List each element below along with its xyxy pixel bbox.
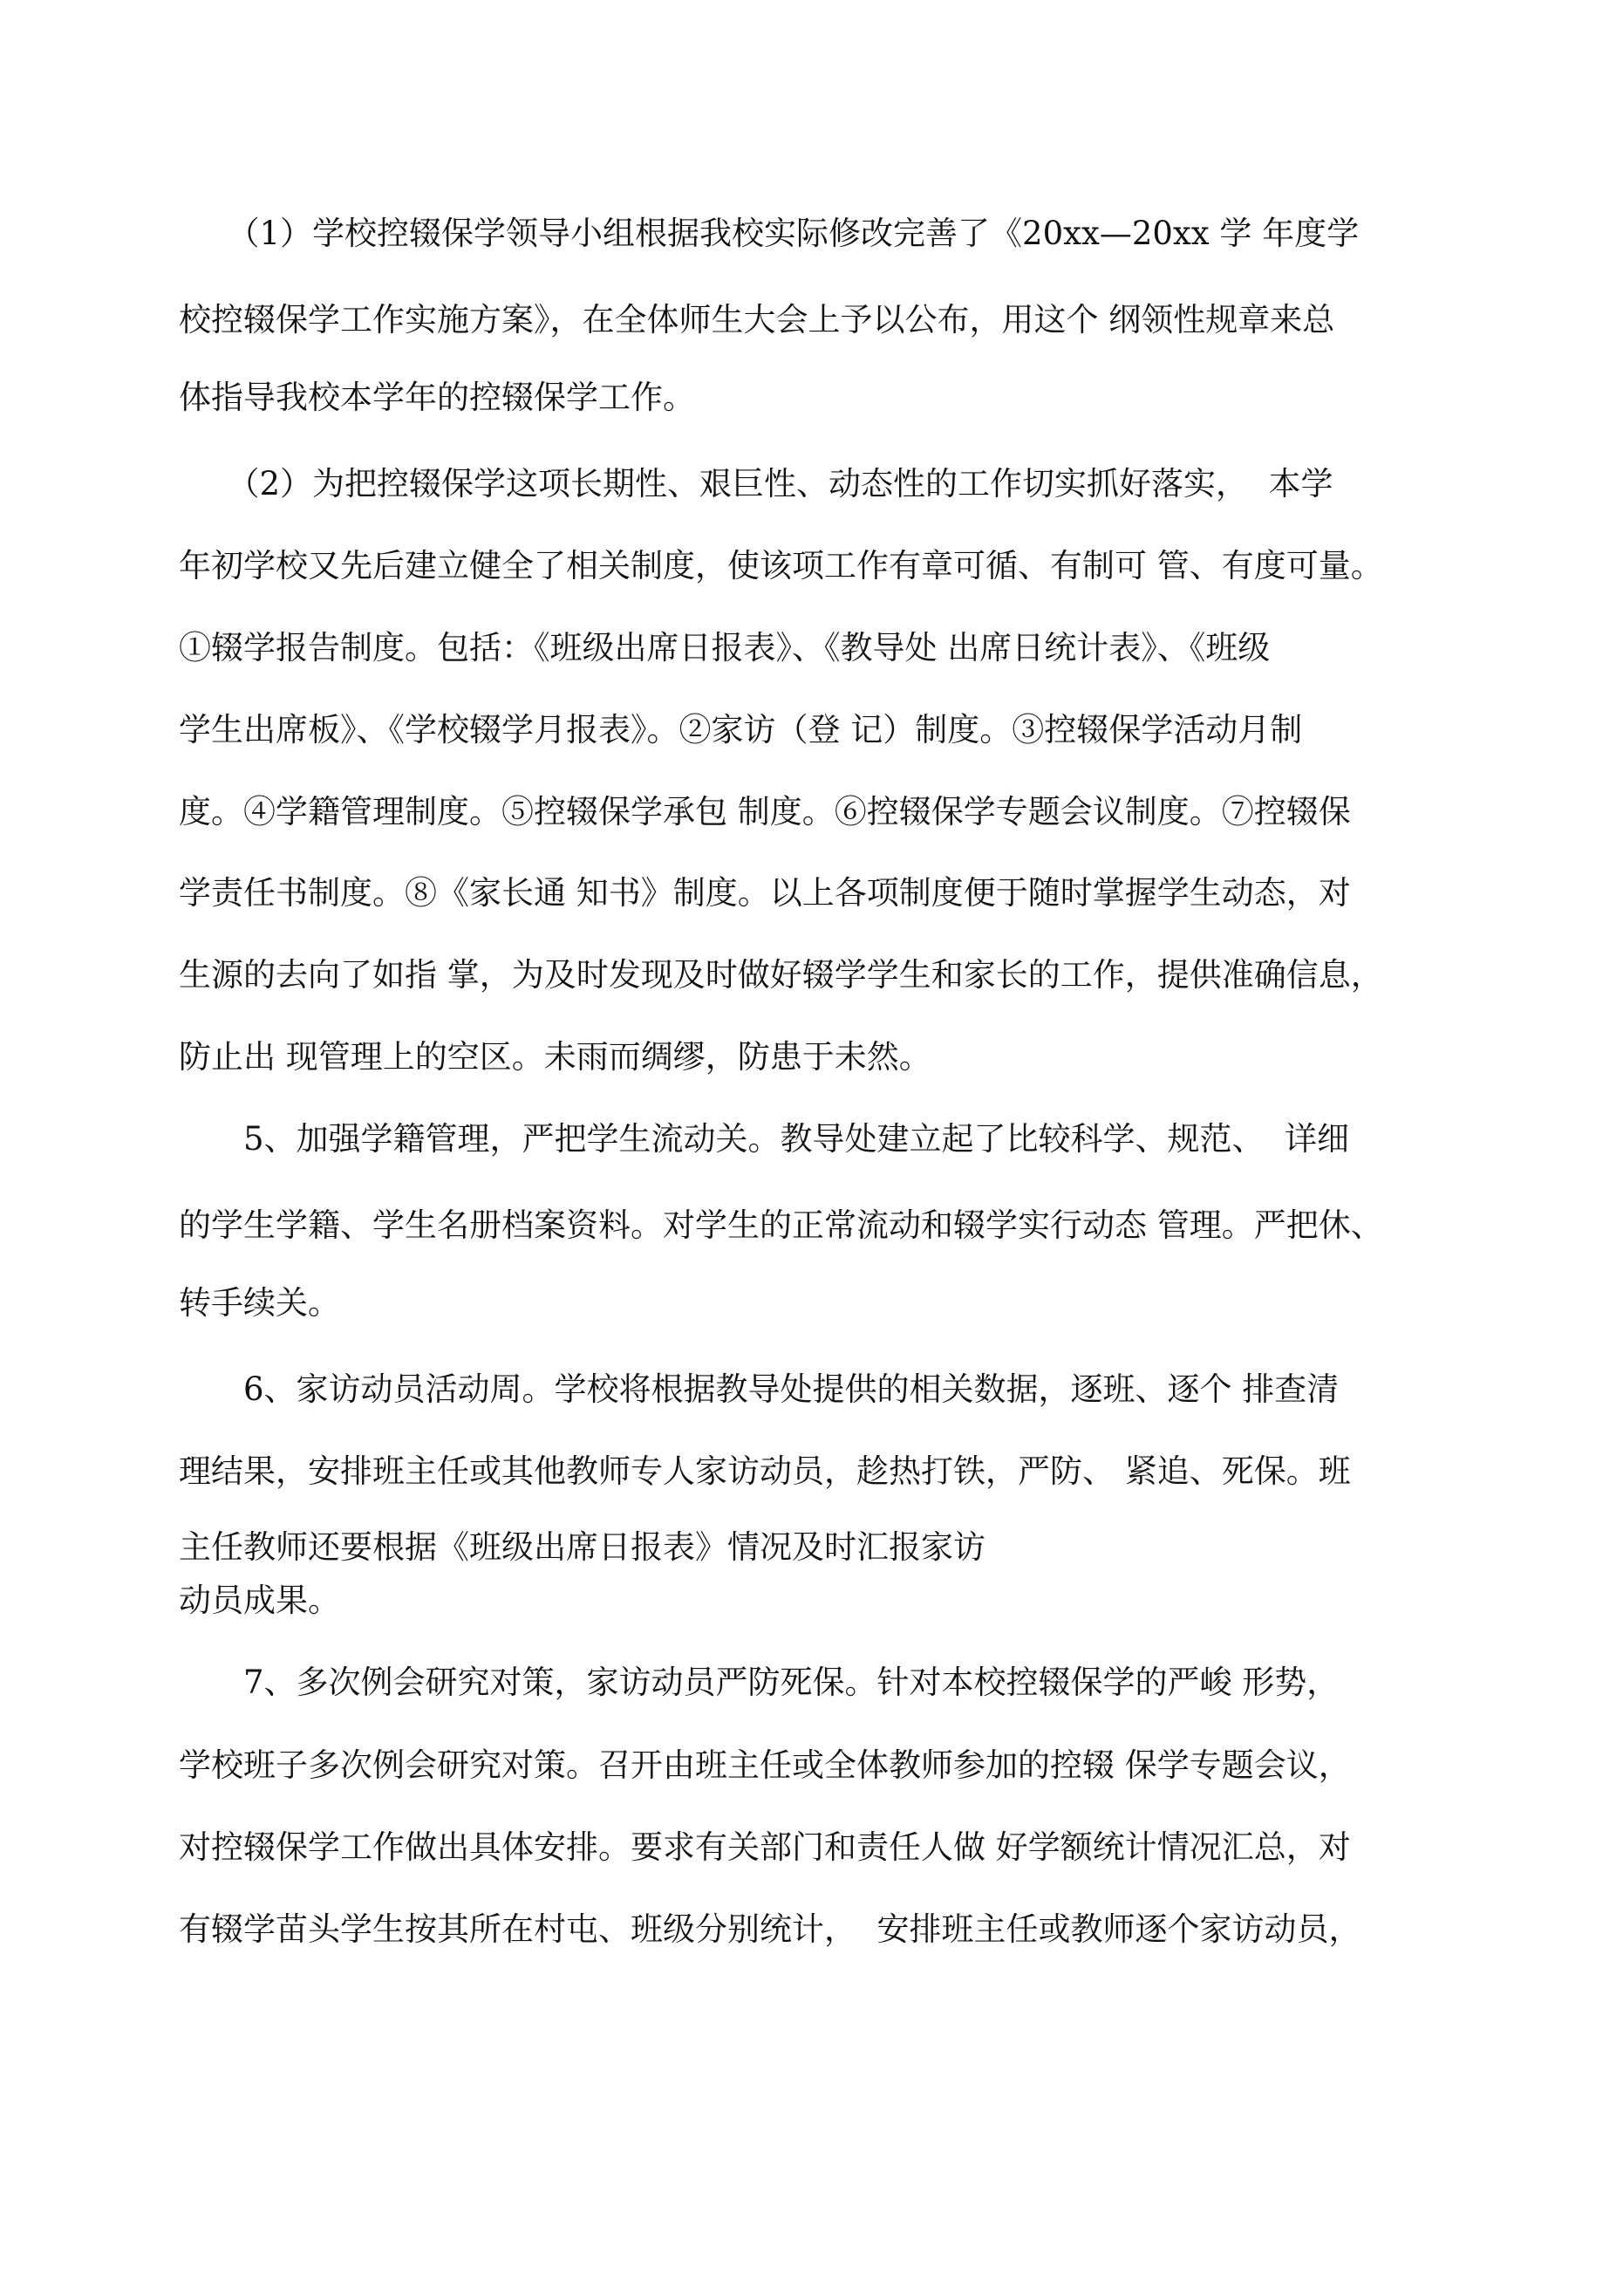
paragraph-2-line-1: （2）为把控辍保学这项长期性、艰巨性、动态性的工作切实抓好落实， 本学 (179, 465, 1333, 502)
paragraph-1-line-2: 校控辍保学工作实施方案》，在全体师生大会上予以公布，用这个 纲领性规章来总 (179, 301, 1335, 338)
paragraph-2-line-7: 生源的去向了如指 掌，为及时发现及时做好辍学学生和家长的工作，提供准确信息， (179, 956, 1383, 994)
paragraph-3-line-3: 转手续关。 (179, 1284, 340, 1322)
paragraph-4-line-4: 动员成果。 (179, 1582, 340, 1619)
paragraph-5-line-4: 有辍学苗头学生按其所在村屯、班级分别统计， 安排班主任或教师逐个家访动员， (179, 1910, 1361, 1948)
paragraph-5-line-3: 对控辍保学工作做出具体安排。要求有关部门和责任人做 好学额统计情况汇总，对 (179, 1828, 1351, 1866)
paragraph-5-line-2: 学校班子多次例会研究对策。召开由班主任或全体教师参加的控辍 保学专题会议， (179, 1746, 1351, 1784)
paragraph-1-line-1: （1）学校控辍保学领导小组根据我校实际修改完善了《20xx—20xx 学 年度学 (179, 215, 1360, 252)
paragraph-2-line-6: 学责任书制度。⑧《家长通 知书》制度。以上各项制度便于随时掌握学生动态，对 (179, 874, 1351, 912)
paragraph-4-line-1: 6、家访动员活动周。学校将根据教导处提供的相关数据，逐班、逐个 排查清 (179, 1370, 1340, 1408)
paragraph-2-line-4: 学生出席板》、《学校辍学月报表》。②家访（登 记）制度。③控辍保学活动月制 (179, 711, 1303, 748)
paragraph-5-line-1: 7、多次例会研究对策，家访动员严防死保。针对本校控辍保学的严峻 形势， (179, 1664, 1340, 1701)
paragraph-4-line-3: 主任教师还要根据《班级出席日报表》情况及时汇报家访 (179, 1528, 985, 1566)
paragraph-2-line-2: 年初学校又先后建立健全了相关制度，使该项工作有章可循、有制可 管、有度可量。 (179, 547, 1383, 584)
paragraph-3-line-1: 5、加强学籍管理，严把学生流动关。教导处建立起了比较科学、规范、 详细 (179, 1120, 1350, 1158)
paragraph-2-line-3: ①辍学报告制度。包括：《班级出席日报表》、《教导处 出席日统计表》、《班级 (179, 629, 1271, 666)
paragraph-1-line-3: 体指导我校本学年的控辍保学工作。 (179, 379, 695, 416)
paragraph-2-line-5: 度。④学籍管理制度。⑤控辍保学承包 制度。⑥控辍保学专题会议制度。⑦控辍保 (179, 793, 1351, 830)
paragraph-4-line-2: 理结果，安排班主任或其他教师专人家访动员，趁热打铁，严防、 紧追、死保。班 (179, 1452, 1351, 1490)
paragraph-3-line-2: 的学生学籍、学生名册档案资料。对学生的正常流动和辍学实行动态 管理。严把休、 (179, 1206, 1383, 1244)
paragraph-2-line-8: 防止出 现管理上的空区。未雨而绸缪，防患于未然。 (179, 1038, 931, 1076)
